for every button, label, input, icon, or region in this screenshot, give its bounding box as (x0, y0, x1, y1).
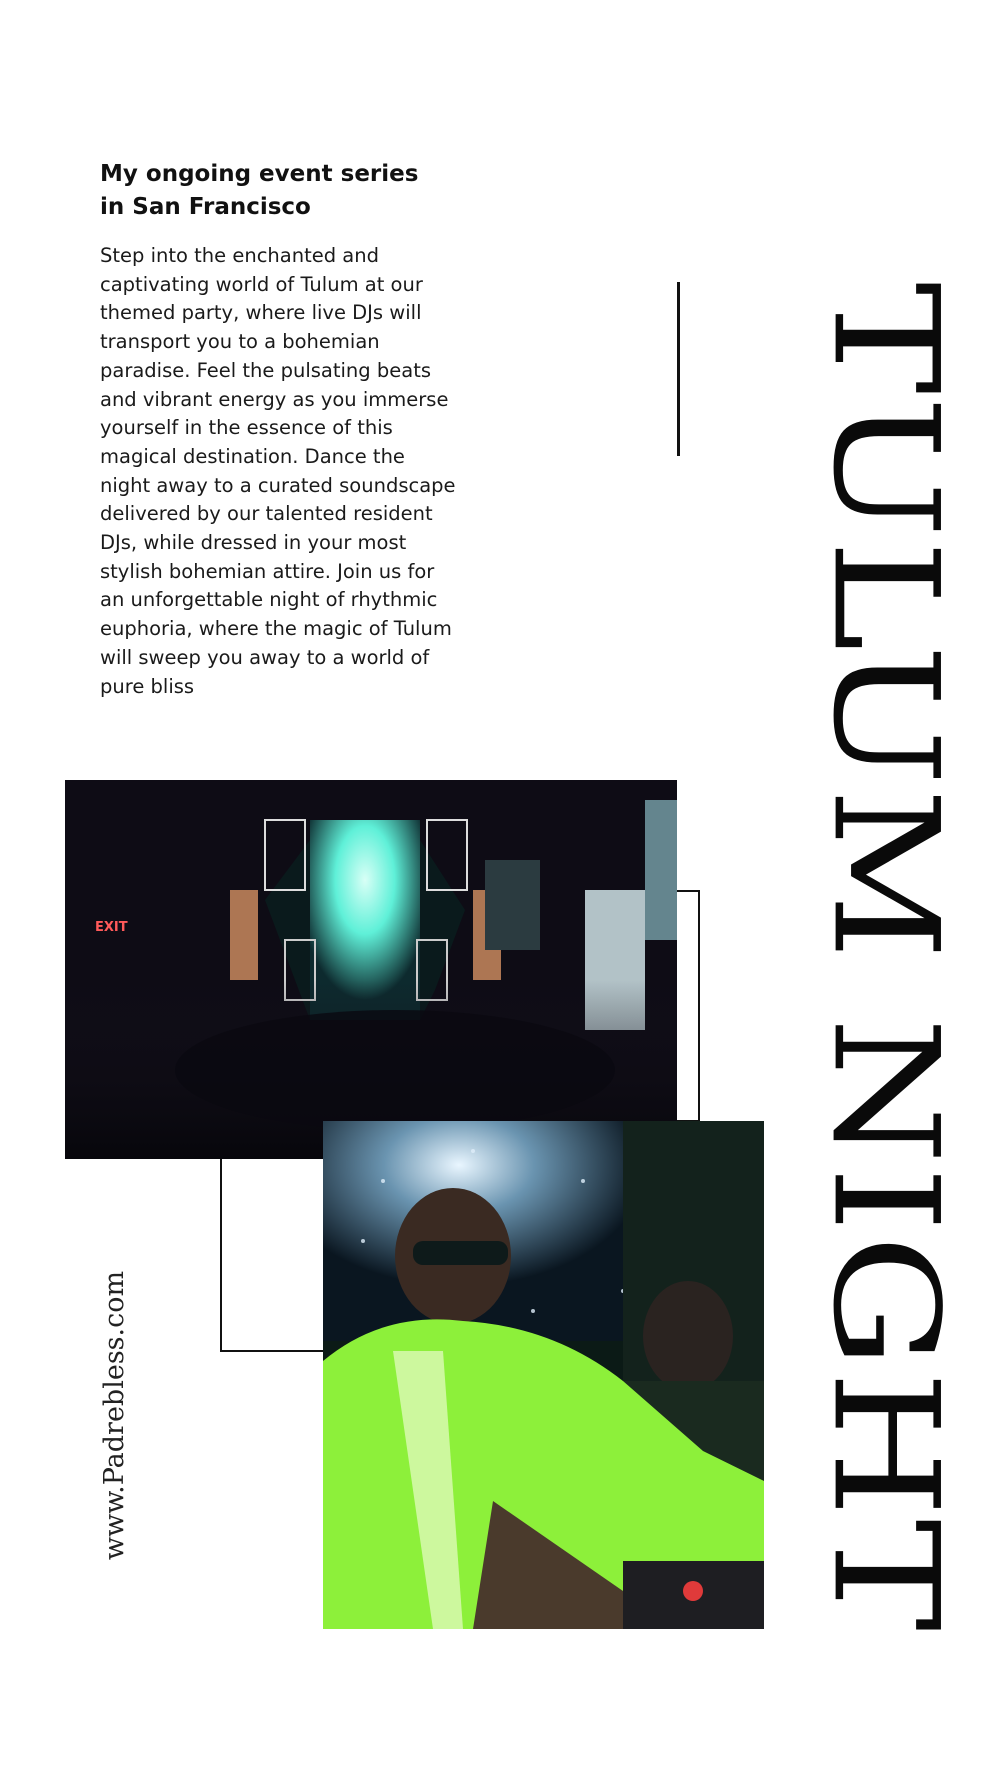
website-url: www.Padrebless.com (99, 1270, 130, 1560)
dj-photo-image (323, 1121, 764, 1629)
heading-line-1: My ongoing event series (100, 161, 419, 187)
section-heading (100, 158, 460, 224)
decorative-vertical-line (677, 282, 680, 456)
exit-sign: EXIT (95, 920, 128, 935)
heading-line-2: in San Francisco (100, 194, 311, 220)
event-description: Step into the enchanted and captivating world of Tulum at our themed party, where live DJs will transport you to a bohemian paradise. Feel the pulsating beats and vibrant energy as you immerse yourself in the essence of this magical destination. Dance the night away to a curated soundscape delivered by our talented resident DJs, while dressed in your most stylish bohemian attire. Join us for an unforgettable night of rhythmic euphoria, where the magic of Tulum will sweep you away to a world of pure bliss (100, 244, 456, 698)
event-title: TULUM NIGHT (801, 282, 970, 1634)
club-photo (65, 780, 677, 1159)
club-photo-image (65, 780, 677, 1159)
dj-photo (323, 1121, 764, 1629)
